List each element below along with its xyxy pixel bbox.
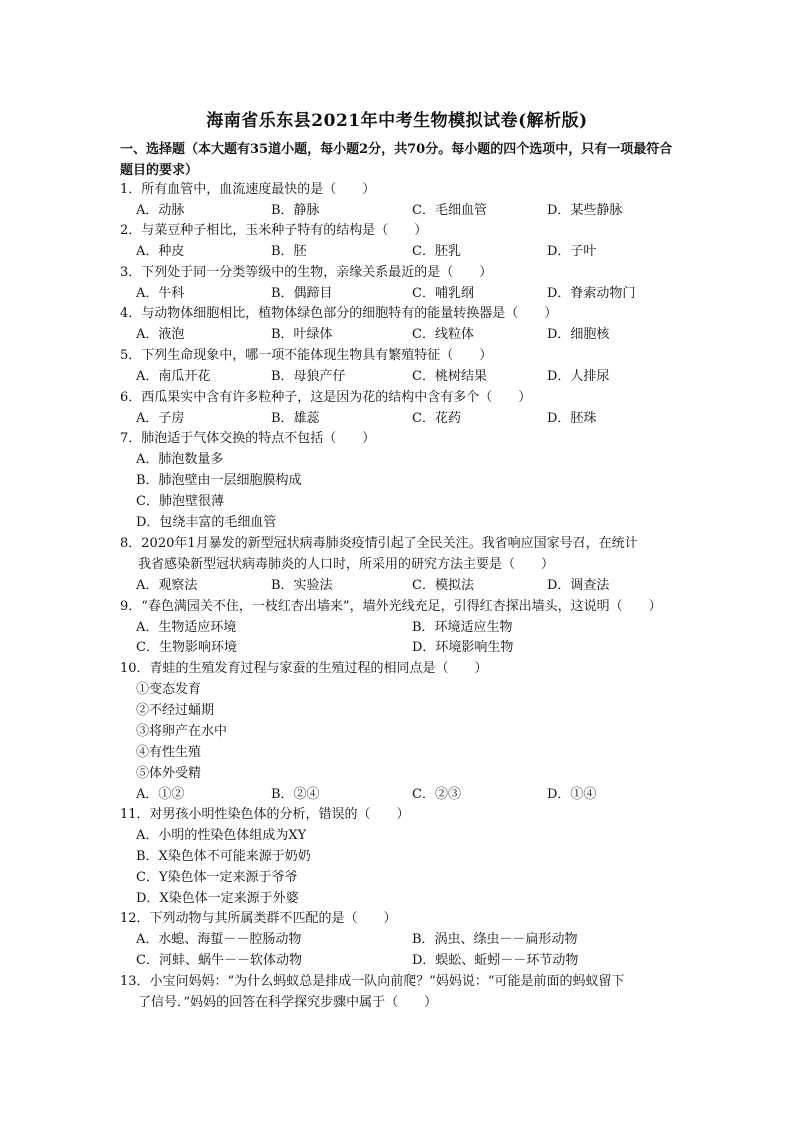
q1-option-a: A．动脉 [136,203,185,218]
q11-option-d: D．X染色体一定来源于外婆 [136,891,299,906]
q4-option-c: C．线粒体 [412,327,474,342]
q10-option-a: A．①② [136,787,185,802]
q6-option-d: D．胚珠 [547,411,597,426]
question-4-stem: 4．与动物体细胞相比，植物体绿色部分的细胞特有的能量转换器是（ ） [120,306,558,321]
q5-option-c: C．桃树结果 [412,369,487,384]
q3-option-b: B．偶蹄目 [271,286,333,301]
q7-option-d: D．包绕丰富的毛细血管 [136,515,277,530]
q2-option-d: D．子叶 [547,244,597,259]
q2-option-a: A．种皮 [136,244,185,259]
question-8-stem-cont: 我省感染新型冠状病毒肺炎的人口时，所采用的研究方法主要是（ ） [138,557,555,572]
q4-option-a: A．液泡 [136,327,185,342]
q11-option-c: C．Y染色体一定来源于爷爷 [136,870,298,885]
q12-option-a: A．水螅、海蜇－－腔肠动物 [136,932,302,947]
q10-item-2: ②不经过蛹期 [136,703,215,718]
q4-option-d: D．细胞核 [547,327,610,342]
q5-option-b: B．母狼产仔 [271,369,346,384]
q6-option-b: B．雄蕊 [271,411,320,426]
q10-item-3: ③将卵产在水中 [136,724,228,739]
question-13-stem: 13．小宝问妈妈：“为什么蚂蚁总是排成一队向前爬？”妈妈说：“可能是前面的蚂蚁留下 [120,974,625,989]
q5-option-a: A．南瓜开花 [136,369,211,384]
q6-option-a: A．子房 [136,411,185,426]
q8-option-d: D．调查法 [547,578,610,593]
q9-option-d: D．环境影响生物 [412,640,514,655]
q9-option-c: C．生物影响环境 [136,640,237,655]
q11-option-b: B．X染色体不可能来源于奶奶 [136,849,311,864]
q10-option-b: B．②④ [271,787,320,802]
q8-option-b: B．实验法 [271,578,333,593]
q7-option-c: C．肺泡壁很薄 [136,494,224,509]
q9-option-b: B．环境适应生物 [412,620,513,635]
q10-option-d: D．①④ [547,787,597,802]
q1-option-d: D．某些静脉 [547,203,623,218]
question-1-stem: 1．所有血管中，血流速度最快的是（ ） [120,182,376,197]
q4-option-b: B．叶绿体 [271,327,333,342]
question-6-stem: 6．西瓜果实中含有许多粒种子，这是因为花的结构中含有多个（ ） [120,390,532,405]
question-13-stem-cont: 了信号．”妈妈的回答在科学探究步骤中属于（ ） [138,995,438,1010]
q3-option-a: A．牛科 [136,286,185,301]
q1-option-b: B．静脉 [271,203,320,218]
question-2-stem: 2．与菜豆种子相比，玉米种子特有的结构是（ ） [120,223,428,238]
q10-item-5: ⑤体外受精 [136,766,202,781]
q2-option-b: B．胚 [271,244,307,259]
q10-option-c: C．②③ [412,787,461,802]
question-9-stem: 9．“春色满园关不住，一枝红杏出墙来”，墙外光线充足，引得红杏探出墙头，这说明（ ） [120,599,662,614]
q8-option-c: C．模拟法 [412,578,474,593]
page-title: 海南省乐东县2021年中考生物模拟试卷(解析版) [206,111,588,131]
q3-option-d: D．脊索动物门 [547,286,636,301]
q5-option-d: D．人排尿 [547,369,610,384]
q7-option-b: B．肺泡壁由一层细胞膜构成 [136,473,302,488]
question-11-stem: 11．对男孩小明性染色体的分析，错误的（ ） [120,807,410,822]
q10-item-1: ①变态发育 [136,682,202,697]
q3-option-c: C．哺乳纲 [412,286,474,301]
question-7-stem: 7．肺泡适于气体交换的特点不包括（ ） [120,431,376,446]
q11-option-a: A．小明的性染色体组成为XY [136,828,307,843]
q2-option-c: C．胚乳 [412,244,461,259]
section-heading: 一、选择题（本大题有35道小题，每小题2分，共70分。每小题的四个选项中，只有一项最符合题目的要求） [120,142,673,178]
q9-option-a: A．生物适应环境 [136,620,237,635]
question-3-stem: 3．下列处于同一分类等级中的生物，亲缘关系最近的是（ ） [120,265,493,280]
question-12-stem: 12．下列动物与其所属类群不匹配的是（ ） [120,911,397,926]
q1-option-c: C．毛细血管 [412,203,487,218]
question-8-stem: 8．2020年1月暴发的新型冠状病毒肺炎疫情引起了全民关注。我省响应国家号召，在统计 [120,536,638,551]
question-10-stem: 10．青蛙的生殖发育过程与家蚕的生殖过程的相同点是（ ） [120,661,488,676]
q10-item-4: ④有性生殖 [136,745,202,760]
q6-option-c: C．花药 [412,411,461,426]
question-5-stem: 5．下列生命现象中，哪一项不能体现生物具有繁殖特征（ ） [120,348,493,363]
q12-option-c: C．河蚌、蜗牛－－软体动物 [136,953,302,968]
q12-option-d: D．蜈蚣、蚯蚓－－环节动物 [412,953,579,968]
q7-option-a: A．肺泡数量多 [136,452,224,467]
q12-option-b: B．涡虫、绦虫－－扁形动物 [412,932,578,947]
q8-option-a: A．观察法 [136,578,198,593]
